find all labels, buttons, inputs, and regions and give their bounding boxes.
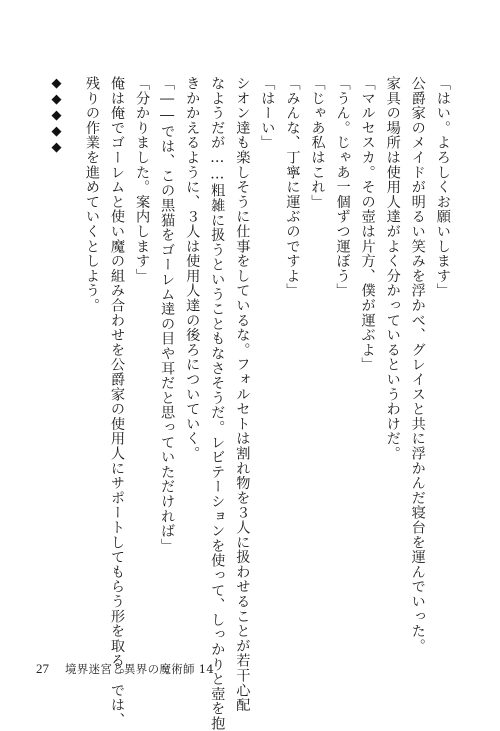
- scene-separator-diamonds: ◆◆◆◆◆: [49, 76, 64, 156]
- text-line-1: 「はい。よろしくお願いします」: [434, 76, 451, 298]
- book-title: 境界迷宮と異界の魔術師 14: [65, 662, 214, 676]
- text-line-6: 「じゃあ私はこれ」: [309, 76, 326, 210]
- text-line-3: 家具の場所は使用人達がよく分かっているというわけだ。: [384, 76, 401, 461]
- text-line-10: なようだが……粗雑に扱うということもなさそうだ。レビテーションを使って、しっかりと壺を抱: [209, 76, 226, 731]
- text-line-2: 公爵家のメイドが明るい笑みを浮かべ、グレイスと共に浮かんだ寝台を運んでいった。: [409, 76, 426, 654]
- text-line-15: 残りの作業を進めていくとしよう。: [83, 76, 100, 313]
- text-line-9: シオン達も楽しそうに仕事をしているな。フォルセトは割れ物を３人に扱わせることが若干心配: [234, 76, 251, 713]
- text-line-11: きかかえるように、３人は使用人達の後ろについていく。: [184, 76, 201, 461]
- page-footer: [36, 661, 214, 677]
- text-line-12: 「――では、この黒猫をゴーレム達の目や耳だと思っていただければ」: [159, 76, 176, 554]
- text-line-14: 俺は俺でゴーレムと使い魔の組み合わせを公爵家の使用人にサポートしてもらう形を取る。では、: [108, 76, 125, 728]
- text-line-8: 「はーい」: [259, 76, 276, 150]
- text-line-5: 「うん。じゃあ一個ずつ運ぼう」: [334, 76, 351, 298]
- text-line-13: 「分かりました。案内します」: [134, 76, 151, 284]
- text-line-4: 「マルセスカ。その壺は片方、僕が運ぶよ」: [359, 76, 376, 372]
- page-number: 27: [36, 661, 49, 676]
- text-line-7: 「みんな、丁寧に運ぶのですよ」: [284, 76, 301, 298]
